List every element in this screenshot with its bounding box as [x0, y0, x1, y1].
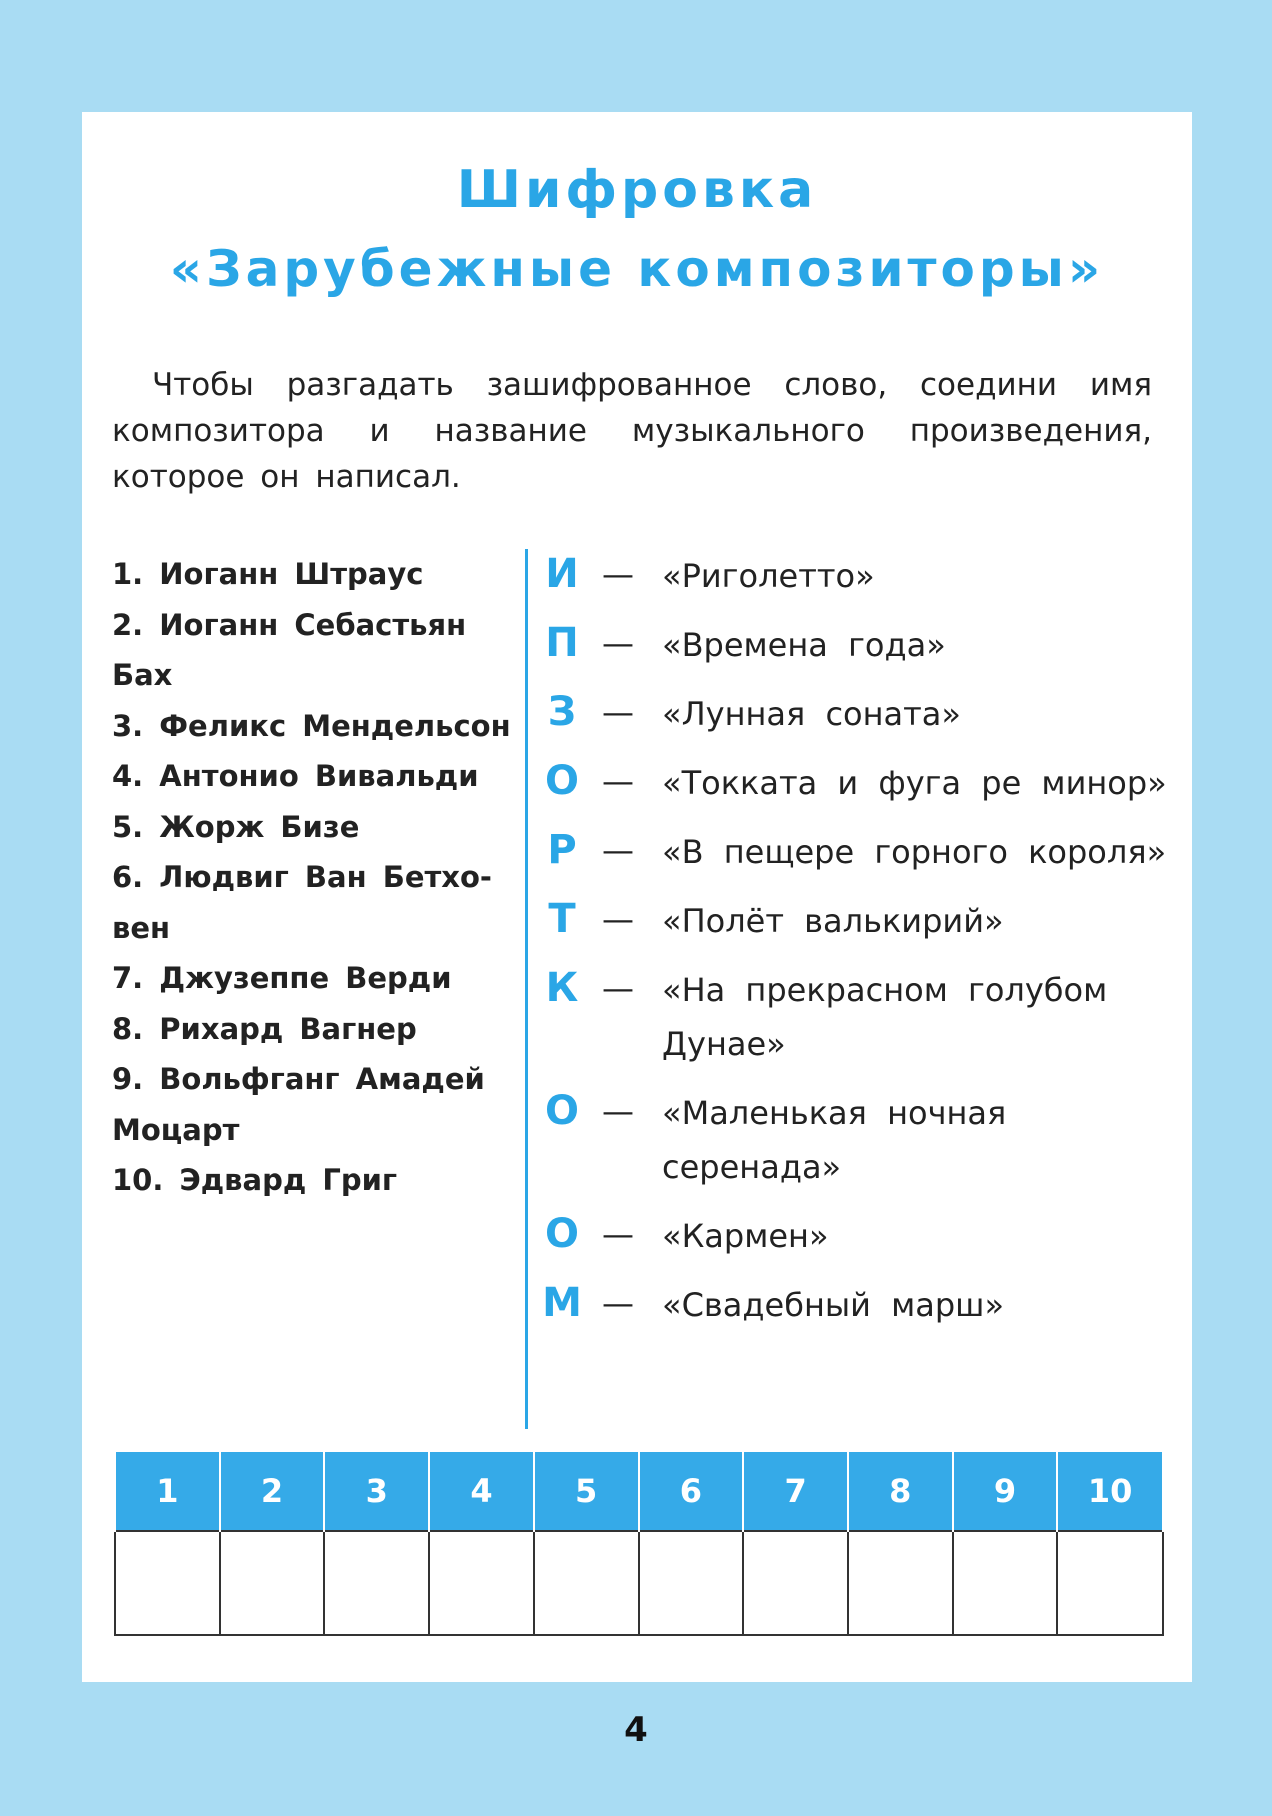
grid-header-cell: 2: [220, 1452, 325, 1531]
cipher-letter: П: [545, 620, 579, 666]
dash: —: [602, 1092, 634, 1130]
column-divider: [525, 549, 528, 1429]
dash: —: [602, 831, 634, 869]
cipher-letter: З: [547, 689, 577, 735]
answer-cell[interactable]: [534, 1531, 639, 1635]
work-title: «Маленькая ночная серенада»: [662, 1094, 1007, 1186]
work-title: «На прекрасном голубом Дунае»: [662, 971, 1108, 1063]
answer-cell[interactable]: [324, 1531, 429, 1635]
grid-header-cell: 8: [848, 1452, 953, 1531]
work-title: «Кармен»: [662, 1217, 829, 1255]
work-title: «Лунная соната»: [662, 695, 961, 733]
cipher-letter: О: [544, 758, 579, 804]
dash: —: [602, 624, 634, 662]
composer-text: 2. Иоганн Себастьян Бах: [112, 607, 467, 692]
cipher-letter: И: [545, 551, 579, 597]
composer-item: 3. Феликс Мендельсон: [112, 708, 511, 743]
answer-cell[interactable]: [953, 1531, 1058, 1635]
answer-cell[interactable]: [1057, 1531, 1163, 1635]
dash: —: [602, 1215, 634, 1253]
composer-item: 7. Джузеппе Верди: [112, 961, 452, 995]
dash: —: [602, 693, 634, 731]
grid-header-cell: 10: [1057, 1452, 1163, 1531]
answer-cell[interactable]: [115, 1531, 220, 1635]
grid-header-cell: 9: [953, 1452, 1058, 1531]
answer-grid-header: [115, 1452, 1163, 1531]
cipher-letter: Т: [548, 896, 576, 942]
grid-header-cell: 6: [639, 1452, 744, 1531]
grid-header-cell: 5: [534, 1452, 639, 1531]
work-title: «Токката и фуга ре минор»: [662, 764, 1167, 802]
cipher-letter: М: [542, 1280, 582, 1326]
work-title: «В пещере горного короля»: [662, 833, 1167, 871]
dash: —: [602, 762, 634, 800]
answer-grid: [114, 1452, 1164, 1636]
answer-cell[interactable]: [429, 1531, 534, 1635]
title-line-2: «Зарубежные композиторы»: [169, 240, 1105, 298]
work-title: «Времена года»: [662, 626, 946, 664]
work-title: «Свадебный марш»: [662, 1286, 1005, 1324]
composer-item: 4. Антонио Вивальди: [112, 759, 479, 793]
cipher-letter: Р: [547, 827, 577, 873]
composer-item: 9. Вольфганг Амадей Моцарт: [112, 1062, 485, 1147]
composer-item: 8. Рихард Вагнер: [112, 1011, 417, 1046]
grid-header-cell: 3: [324, 1452, 429, 1531]
instructions: Чтобы разгадать зашифрованное слово, соедини имя композитора и название музыкального произведения, которое он написал.: [112, 367, 1152, 495]
grid-header-cell: 1: [115, 1452, 220, 1531]
answer-cell[interactable]: [743, 1531, 848, 1635]
dash: —: [602, 555, 634, 593]
work-title: «Полёт валькирий»: [662, 902, 1004, 940]
answer-grid-row: [115, 1531, 1163, 1635]
title-line-1: Шифровка: [456, 160, 818, 220]
composer-item: [112, 600, 532, 701]
composer-item: 6. Людвиг Ван Бетхо-вен: [112, 860, 492, 945]
answer-cell[interactable]: [848, 1531, 953, 1635]
dash: —: [602, 969, 634, 1007]
composer-item: 1. Иоганн Штраус: [112, 557, 424, 591]
composer-item: 10. Эдвард Григ: [112, 1163, 398, 1197]
answer-cell[interactable]: [639, 1531, 744, 1635]
composer-item: 5. Жорж Бизе: [112, 809, 360, 844]
dash: —: [602, 900, 634, 938]
page-number: 4: [624, 1710, 648, 1750]
grid-header-cell: 7: [743, 1452, 848, 1531]
cipher-letter: О: [544, 1088, 579, 1134]
work-title: «Риголетто»: [662, 557, 875, 595]
composer-list: [112, 549, 532, 1206]
cipher-letter: К: [545, 965, 579, 1011]
grid-header-cell: 4: [429, 1452, 534, 1531]
answer-cell[interactable]: [220, 1531, 325, 1635]
cipher-letter: О: [544, 1211, 579, 1257]
dash: —: [602, 1284, 634, 1322]
worksheet-page: [82, 112, 1192, 1682]
